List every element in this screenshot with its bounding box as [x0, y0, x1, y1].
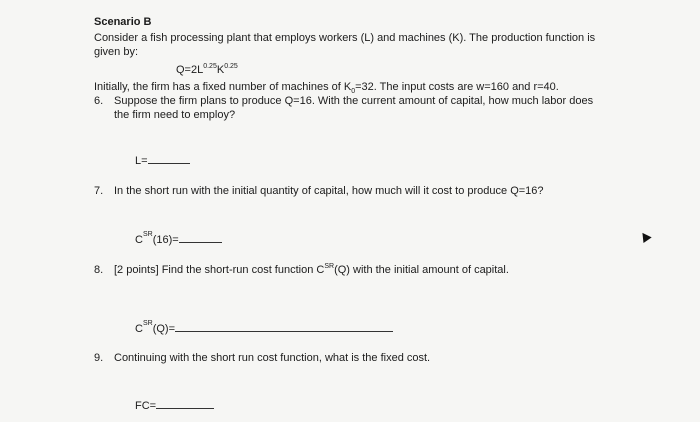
initial-sub: 0 — [351, 88, 356, 96]
q8-answer-sup: SR — [142, 320, 153, 327]
q6-answer-blank[interactable] — [148, 152, 190, 164]
q6-line1: Suppose the firm plans to produce Q=16. With the current amount of capital, how much labor does — [114, 95, 594, 107]
scenario-title: Scenario B — [94, 16, 152, 28]
scenario-intro-line2: given by: — [94, 46, 139, 58]
q7-number: 7. — [94, 185, 104, 197]
q7-text: In the short run with the initial quantity of capital, how much will it cost to produce Q=16? — [114, 185, 544, 197]
q6-line2: the firm need to employ? — [114, 109, 236, 121]
pf-exp-k: 0.25 — [224, 63, 238, 70]
q7-answer-blank[interactable] — [179, 231, 222, 243]
q9-answer-label: FC= — [135, 400, 157, 412]
q8-text — [114, 263, 509, 277]
pf-lhs: Q=2L — [176, 64, 204, 76]
mouse-cursor-icon — [638, 230, 651, 243]
q8-text-sup: SR — [324, 263, 335, 270]
q8-text-a: [2 points] Find the short-run cost function C — [114, 264, 325, 276]
pf-exp-l: 0.25 — [203, 63, 217, 70]
q6-answer[interactable] — [135, 152, 190, 168]
q8-number: 8. — [94, 264, 104, 276]
q8-answer-blank[interactable] — [175, 320, 393, 332]
q6-number: 6. — [94, 95, 104, 107]
q7-answer-sup: SR — [142, 231, 153, 238]
q6-answer-label: L= — [135, 155, 148, 167]
initial-text-b: =32. The input costs are w=160 and r=40. — [355, 81, 559, 93]
pf-k: K — [216, 64, 225, 76]
q9-answer[interactable] — [135, 397, 214, 413]
q9-number: 9. — [94, 352, 104, 364]
q8-answer[interactable] — [135, 320, 393, 336]
q8-text-b: (Q) with the initial amount of capital. — [334, 264, 509, 276]
q8-answer-tail: (Q)= — [152, 323, 175, 335]
scenario-intro-line1: Consider a fish processing plant that employs workers (L) and machines (K). The production function is — [94, 32, 596, 44]
q7-answer-tail: (16)= — [152, 234, 179, 246]
q7-answer-c: C — [135, 234, 143, 246]
q9-answer-blank[interactable] — [156, 397, 214, 409]
q8-answer-c: C — [135, 323, 143, 335]
initial-text-a: Initially, the firm has a fixed number of machines of K — [94, 81, 352, 93]
q9-text: Continuing with the short run cost function, what is the fixed cost. — [114, 352, 431, 364]
production-function — [176, 63, 238, 77]
q7-answer[interactable] — [135, 231, 222, 247]
